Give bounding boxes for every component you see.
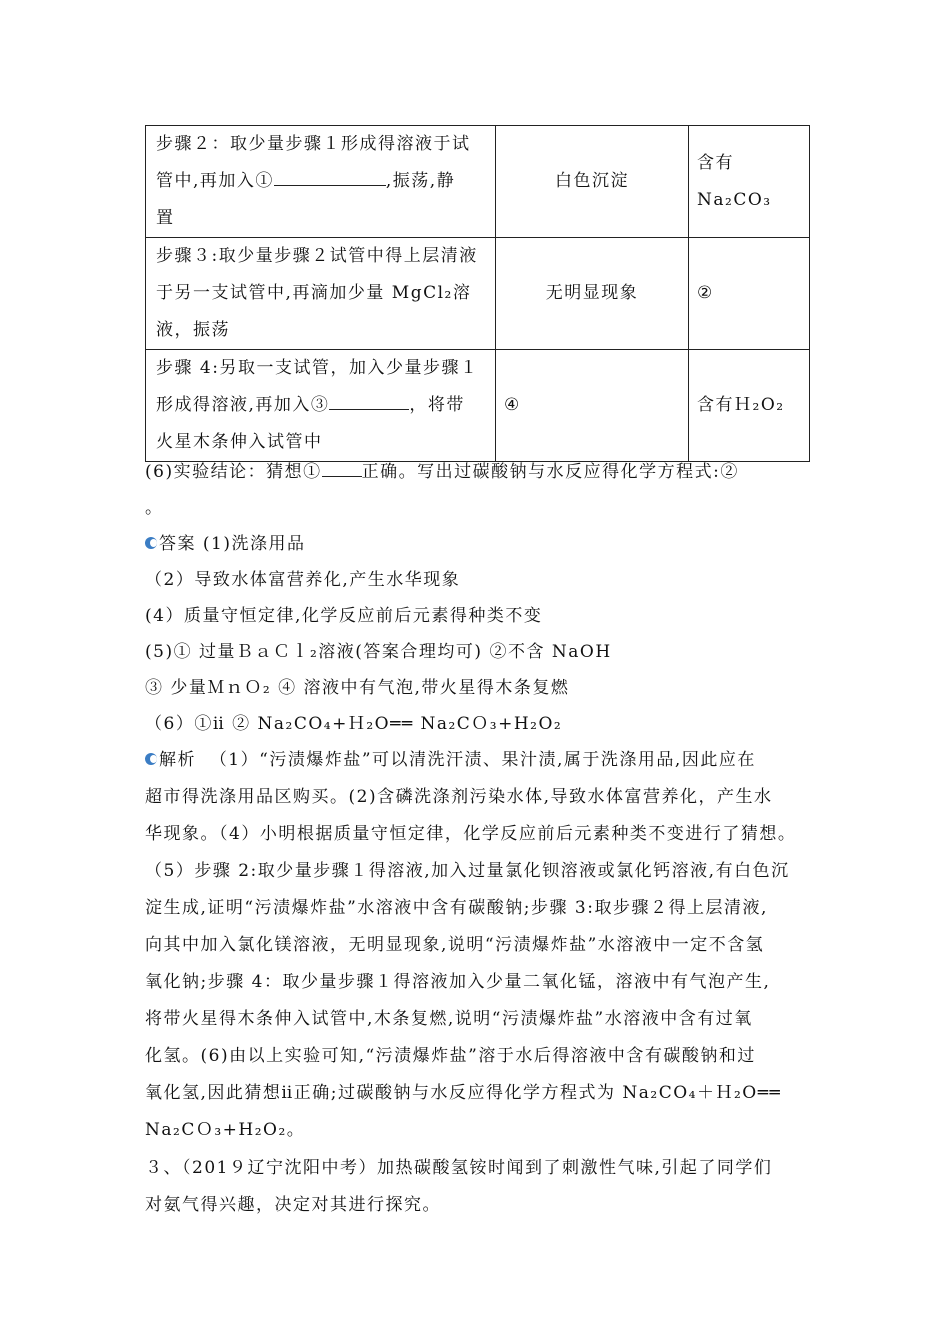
step-cell bbox=[146, 350, 496, 462]
conclusion-cell: ② bbox=[689, 238, 810, 350]
table-row bbox=[146, 350, 810, 462]
step-line: 步骤２：取少量步骤１形成得溶液于试 bbox=[156, 134, 471, 154]
step-line: 火星木条伸入试管中 bbox=[156, 432, 323, 452]
question-6-line: (6)实验结论：猜想① 正确。写出过碳酸钠与水反应得化学方程式:② bbox=[145, 454, 739, 490]
analysis-line: 氧化氢,因此猜想ⅱ正确;过碳酸钠与水反应得化学方程式为 Na₂CO₄＋Ｈ₂O══ bbox=[145, 1083, 782, 1103]
analysis-line: 华现象。（4）小明根据质量守恒定律，化学反应前后元素种类不变进行了猜想。 bbox=[145, 824, 797, 844]
blue-circle-badge-icon bbox=[145, 753, 157, 765]
analysis-line: 向其中加入氯化镁溶液，无明显现象,说明“污渍爆炸盐”水溶液中一定不含氢 bbox=[145, 935, 765, 955]
conclusion-cell: 含有Ｈ₂O₂ bbox=[689, 350, 810, 462]
phenomenon-cell: 无明显现象 bbox=[496, 238, 689, 350]
analysis-line: 氧化钠;步骤 4：取少量步骤１得溶液加入少量二氧化锰，溶液中有气泡产生, bbox=[145, 972, 771, 992]
step-line: 形成得溶液,再加入③ ，将带 bbox=[156, 387, 487, 424]
analysis-line: Na₂CＯ₃+H₂O₂。 bbox=[145, 1120, 306, 1140]
answer-line: （6）①ⅱ ② Na₂CO₄+Ｈ₂O══ Na₂CＯ₃+H₂O₂ bbox=[145, 714, 563, 734]
step-line: 液，振荡 bbox=[156, 320, 230, 340]
answer-heading-line: 答案 (1)洗涤用品 bbox=[145, 526, 305, 562]
fill-blank-1[interactable] bbox=[274, 168, 386, 186]
step-line: 步骤 4:另取一支试管，加入少量步骤１ bbox=[156, 358, 479, 378]
answer-line: (4）质量守恒定律,化学反应前后元素得种类不变 bbox=[145, 606, 543, 626]
analysis-line: 化氢。(6)由以上实验可知,“污渍爆炸盐”溶于水后得溶液中含有碳酸钠和过 bbox=[145, 1046, 756, 1066]
step-line: 步骤３:取少量步骤２试管中得上层清液 bbox=[156, 246, 478, 266]
analysis-line: 超市得洗涤用品区购买。(2)含磷洗涤剂污染水体,导致水体富营养化，产生水 bbox=[145, 787, 773, 807]
experiment-table bbox=[145, 125, 810, 462]
phenomenon-cell: ④ bbox=[496, 350, 689, 462]
fill-blank-3[interactable] bbox=[329, 392, 409, 410]
analysis-line: （5）步骤 2:取少量步骤１得溶液,加入过量氯化钡溶液或氯化钙溶液,有白色沉 bbox=[145, 861, 790, 881]
step-line: 管中,再加入① ,振荡,静 bbox=[156, 163, 487, 200]
analysis-heading-line: 解析 （1）“污渍爆炸盐”可以清洗汗渍、果汁渍,属于洗涤用品,因此应在 bbox=[145, 742, 756, 778]
answer-line: ③ 少量ＭｎＯ₂ ④ 溶液中有气泡,带火星得木条复燃 bbox=[145, 678, 570, 698]
fill-blank-6[interactable] bbox=[322, 459, 362, 477]
analysis-line: 将带火星得木条伸入试管中,木条复燃,说明“污渍爆炸盐”水溶液中含有过氧 bbox=[145, 1009, 753, 1029]
answer-line: (5)① 过量ＢａＣｌ₂溶液(答案合理均可) ②不含 NaOH bbox=[145, 642, 612, 662]
analysis-label: 解析 bbox=[159, 750, 196, 770]
question-6-line: 。 bbox=[145, 498, 164, 518]
table-row bbox=[146, 126, 810, 238]
step-cell bbox=[146, 238, 496, 350]
step-cell bbox=[146, 126, 496, 238]
answer-label: 答案 bbox=[159, 534, 196, 554]
question-3-line: ３、（201９辽宁沈阳中考）加热碳酸氢铵时闻到了刺激性气味,引起了同学们 bbox=[145, 1158, 773, 1178]
blue-circle-badge-icon bbox=[145, 537, 157, 549]
step-line: 置 bbox=[156, 208, 175, 228]
step-line: 于另一支试管中,再滴加少量 MgCl₂溶 bbox=[156, 283, 472, 303]
conclusion-cell: 含有 Na₂CO₃ bbox=[689, 126, 810, 238]
question-3-line: 对氨气得兴趣，决定对其进行探究。 bbox=[145, 1195, 441, 1215]
answer-line: （2）导致水体富营养化,产生水华现象 bbox=[145, 570, 461, 590]
analysis-line: 淀生成,证明“污渍爆炸盐”水溶液中含有碳酸钠;步骤 3:取步骤２得上层清液, bbox=[145, 898, 768, 918]
table-row bbox=[146, 238, 810, 350]
phenomenon-cell: 白色沉淀 bbox=[496, 126, 689, 238]
